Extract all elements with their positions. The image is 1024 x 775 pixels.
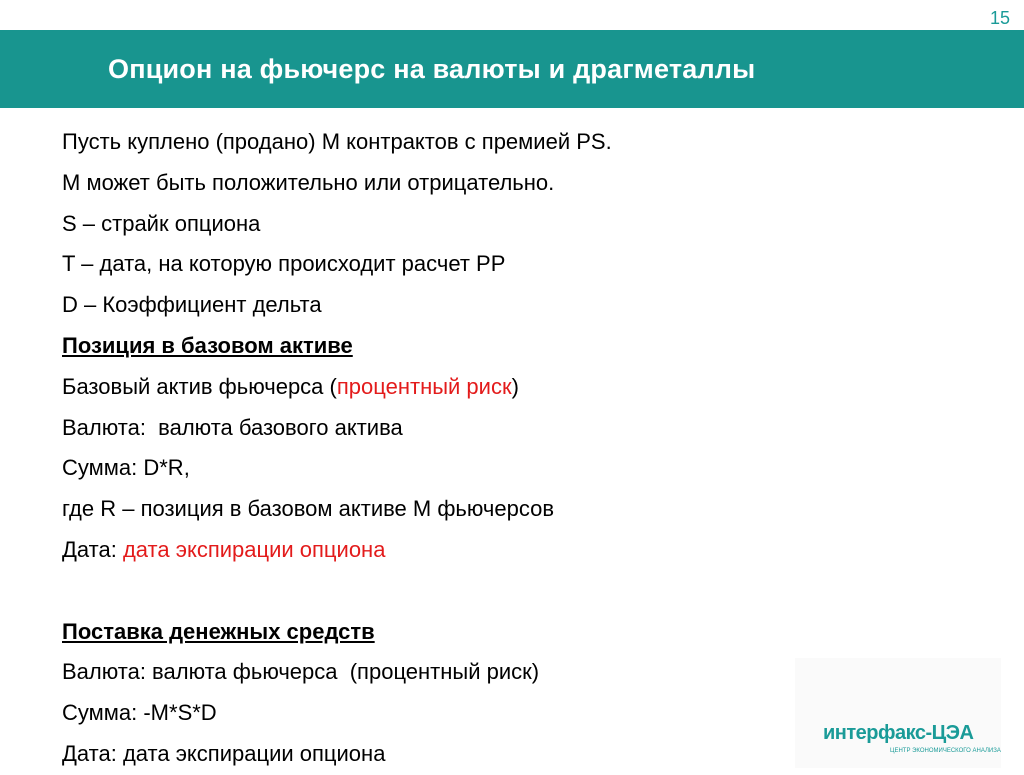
intro-line-5: D – Коэффициент дельта	[62, 292, 322, 318]
spacer	[62, 571, 962, 612]
base-asset-suffix: )	[511, 373, 519, 399]
intro-line-3: S – страйк опциона	[62, 210, 261, 236]
intro-line-1: Пусть куплено (продано) М контрактов с премией PS.	[62, 129, 612, 154]
intro-line-4: T – дата, на которую происходит расчет PP	[62, 251, 506, 277]
cash-delivery-heading: Поставка денежных средств	[62, 618, 375, 644]
cash-currency-line: Валюта: валюта фьючерса (процентный риск)	[62, 659, 540, 685]
base-date-value: дата экспирации опциона	[122, 536, 386, 562]
slide-title: Опцион на фьючерс на валюты и драгметаллы	[108, 53, 756, 84]
cash-sum-line: Сумма: -M*S*D	[62, 700, 217, 726]
page-number: 15	[989, 8, 1010, 28]
base-date-line	[62, 530, 962, 571]
title-bar	[0, 30, 1024, 108]
base-currency-line: Валюта: валюта базового актива	[62, 414, 403, 440]
base-asset-risk: процентный риск	[336, 373, 512, 399]
base-asset-line	[62, 367, 962, 408]
intro-line-2: М может быть положительно или отрицательно.	[62, 169, 555, 195]
base-position-heading: Позиция в базовом активе	[62, 332, 353, 358]
base-asset-prefix: Базовый актив фьючерса (	[62, 373, 337, 399]
base-where-line: где R – позиция в базовом активе М фьючерсов	[62, 496, 555, 522]
base-sum-line: Сумма: D*R,	[62, 455, 190, 481]
interfax-logo: интерфакс-ЦЭА	[823, 722, 974, 744]
logo-subtitle: ЦЕНТР ЭКОНОМИЧЕСКОГО АНАЛИЗА	[890, 748, 1001, 754]
base-date-prefix: Дата:	[62, 536, 123, 562]
cash-date-line: Дата: дата экспирации опциона	[62, 740, 386, 766]
